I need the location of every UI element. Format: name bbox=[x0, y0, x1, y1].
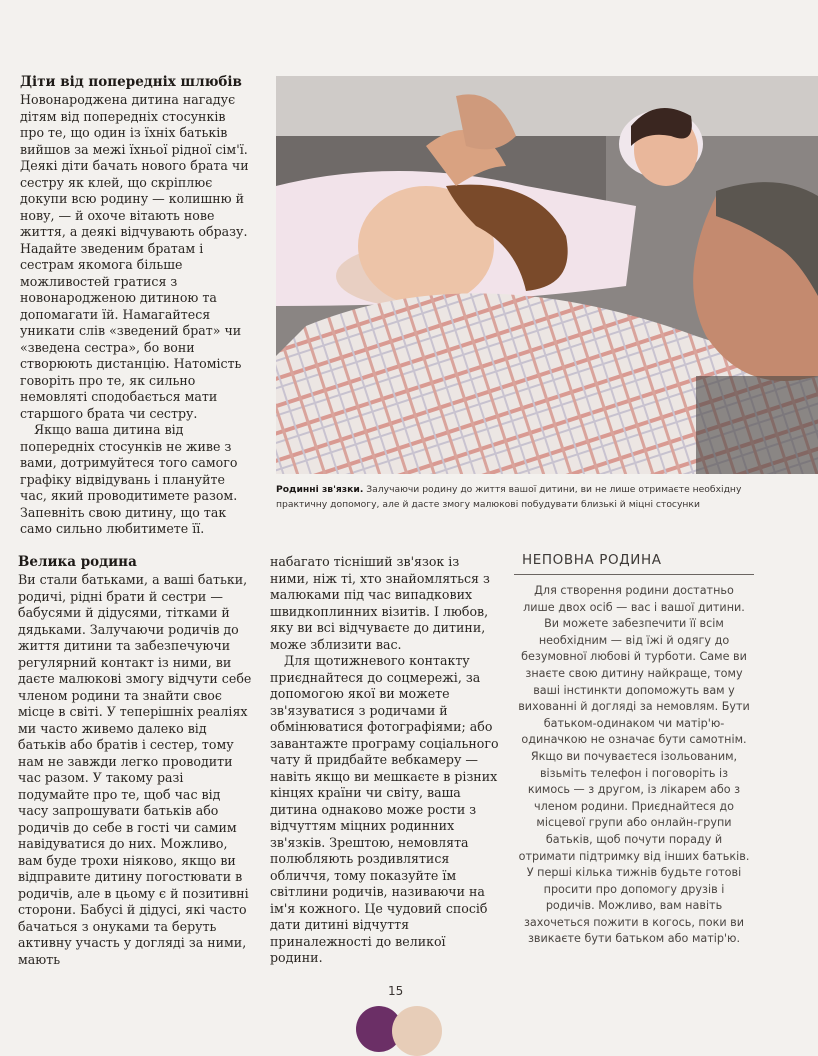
section-heading-extended-family: Велика родина bbox=[18, 554, 137, 570]
paragraph: Якщо ваша дитина від попередніх стосунків не живе з вами, дотримуйтеся того самого графіку відвідувань і плануйте час, який проводитимете разом. Запевніть свою дитину, що так само сильно любитимете її. bbox=[20, 422, 238, 536]
paragraph: набагато тісніший зв'язок із ними, ніж ті, хто знайомляться з малюками під час випадкових швидкоплинних візитів. І любов, яку ви всі відчуваєте до дитини, може зблизити вас. bbox=[270, 554, 490, 652]
sidebar-text: Для створення родини достатньо лише двох осіб — вас і вашої дитини. Ви можете забезпечити її всім необхідним — від їжі й одягу до безумовної любові й турботи. Саме ви знаєте свою дитину найкраще, тому ваші інстинкти допоможуть вам у вихованні й догляді за немовлям. Бути батьком-одинаком чи матір'ю-одиначкою не означає бути самотнім. Якщо ви почуваєтеся ізольованим, візьміть телефон і поговоріть із кимось — з другом, із лікарем або з членом родини. Приєднайтеся до місцевої групи або онлайн-групи батьків, щоб почути пораду й отримати підтримку від інших батьків. У перші кілька тижнів будьте готові просити про допомогу друзів і родичів. Можливо, вам навіть захочеться пожити в когось, поки ви звикаєте бути батьком або матір'ю. bbox=[518, 584, 750, 946]
caption-text: Залучаючи родину до життя вашої дитини, ви не лише отримаєте необхідну практичну допомогу, але й дасте змогу малюкові побудувати близькі й міцні стосунки bbox=[276, 484, 742, 510]
section-extended-family bbox=[18, 554, 254, 968]
paragraph: Для щотижневого контакту приєднайтеся до соцмережі, за допомогою якої ви можете зв'язуватися з родичами й обмінюватися фотографіями; або завантажте програму соціального чату й придбайте вебкамеру — навіть якщо ви мешкаєте в різних кінцях країни чи світу, ваша дитина однаково може рости з відчуттям міцних родинних зв'язків. Зрештою, немовлята полюбляють роздивлятися обличчя, тому показуйте їм світлини родичів, називаючи на ім'я кожного. Це чудовий спосіб дати дитині відчуття приналежності до великої родини. bbox=[270, 653, 499, 965]
section-stepchildren bbox=[20, 74, 252, 538]
photo-caption bbox=[276, 482, 756, 512]
section-extended-family-continued bbox=[270, 554, 502, 967]
caption-title: Родинні зв'язки. bbox=[276, 484, 364, 495]
paragraph: Ви стали батьками, а ваші батьки, родичі, рідні брати й сестри — бабусями й дідусями, тітками й дядьками. Залучаючи родичів до життя дитини та забезпечуючи регулярний контакт із ними, ви даєте малюкові змогу відчути себе членом родини та знайти своє місце в світі. У теперішніх реаліях ми часто живемо далеко від батьків або братів і сестер, тому нам не завжди легко проводити час разом. У такому разі подумайте про те, щоб час від часу запрошувати батьків або родичів до себе в гості чи самим навідуватися до них. Можливо, вам буде трохи ніяково, якщо ви відправите дитину погостювати в родичів, але в цьому є й позитивні сторони. Бабусі й дідусі, які часто бачаться з онуками та беруть активну участь у догляді за ними, мають bbox=[18, 572, 252, 967]
sidebar-title: НЕПОВНА РОДИНА bbox=[514, 552, 754, 575]
decorative-circle-peach bbox=[392, 1006, 442, 1056]
family-photo bbox=[276, 76, 818, 474]
paragraph: Новонароджена дитина нагадує дітям від попередніх стосунків про те, що один із їхніх батьків вийшов за межі їхньої рідної сім'ї. Деякі діти бачать нового брата чи сестру як клей, що скріплює докупи всю родину — колишню й нову, — й охоче вітають нове життя, а деякі відчувають образу. Надайте зведеним братам і сестрам якомога більше можливостей гратися з новонародженою дитиною та допомагати їй. Намагайтеся уникати слів «зведений брат» чи «зведена сестра», бо вони створюють дистанцію. Натомість говоріть про те, як сильно немовляті сподобається мати старшого брата чи сестру. bbox=[20, 92, 249, 421]
sidebar-single-parent bbox=[514, 552, 754, 948]
page-number: 15 bbox=[388, 984, 404, 998]
section-heading-stepchildren: Діти від попередніх шлюбів bbox=[20, 74, 242, 90]
